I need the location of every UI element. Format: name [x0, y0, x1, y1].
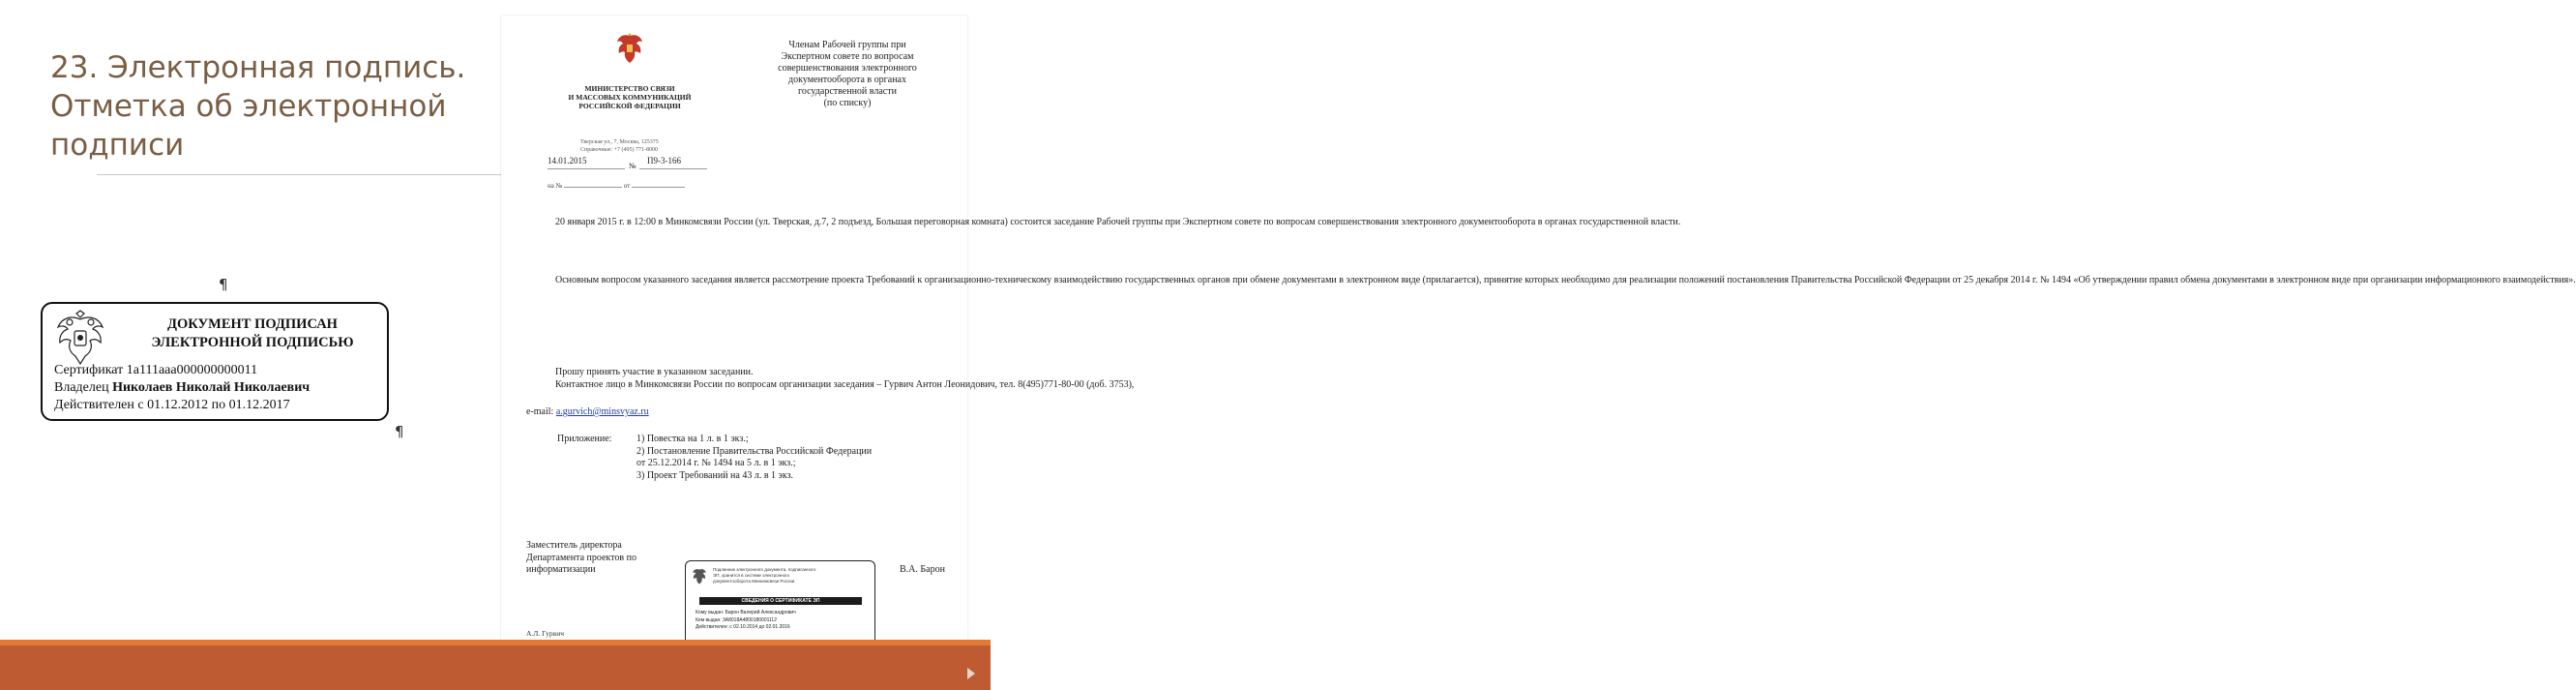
slide-title-line-3: подписи	[50, 128, 185, 163]
attachment-item-4: 3) Проект Требований на 43 л. в 1 экз.	[637, 469, 794, 481]
pilcrow-mark-bottom: ¶	[395, 423, 404, 440]
stamp-validity: Действителен с 01.12.2012 по 01.12.2017	[54, 398, 290, 412]
footer-accent-stripe	[0, 640, 991, 645]
address-line-1: Тверская ул., 7, Москва, 125375	[580, 139, 659, 145]
recipient-line-5: государственной власти	[798, 86, 897, 97]
esig-desc-line-3: документооборота Минкомсвязи России	[713, 579, 795, 584]
pilcrow-mark-top: ¶	[219, 276, 228, 293]
contact-email-row	[526, 406, 649, 417]
stamp-certificate	[54, 363, 257, 378]
slide-footer-bar	[0, 640, 991, 690]
esig-desc-line-2: ЭП, хранится в системе электронного	[713, 573, 790, 578]
slide-title-line-2: Отметка об электронной	[50, 89, 447, 124]
outgoing-number: П9-3-166	[647, 156, 681, 165]
esig-band: СВЕДЕНИЯ О СЕРТИФИКАТЕ ЭП	[699, 597, 862, 605]
reference-label: на №	[548, 182, 563, 190]
stamp-owner	[54, 380, 310, 396]
owner-label: Владелец	[54, 380, 109, 395]
ministry-line-1: МИНИСТЕРСТВО СВЯЗИ	[584, 84, 675, 93]
letter-date-row	[548, 156, 587, 165]
slide-title-line-1: 23. Электронная подпись.	[50, 50, 466, 85]
stamp-heading-line-2: ЭЛЕКТРОННОЙ ПОДПИСЬЮ	[151, 335, 354, 350]
number-sign: №	[629, 162, 637, 170]
letter-paragraph-3: Прошу принять участие в указанном заседании.	[555, 367, 754, 377]
signer-line-3: информатизации	[526, 564, 596, 575]
attachment-list	[637, 434, 872, 482]
reference-row	[548, 182, 685, 190]
next-slide-arrow-icon[interactable]	[967, 668, 975, 679]
attachment-label: Приложение:	[557, 434, 612, 444]
esig-description	[713, 567, 815, 585]
reference-from-label: от	[623, 182, 631, 190]
email-label: e-mail:	[526, 406, 554, 417]
ministry-line-2: И МАССОВЫХ КОММУНИКАЦИЙ	[568, 93, 692, 102]
esig-valid: Действителен: с 02.10.2014 до 02.01.2016	[696, 624, 790, 630]
signer-position	[526, 540, 662, 577]
coat-of-arms-icon	[615, 32, 644, 67]
recipient-line-6: (по списку)	[823, 98, 872, 108]
letter-paragraph-2: Основным вопросом указанного заседания является рассмотрение проекта Требований к организационно-техническому взаимодействию государственных органов при обмене документами в электронном виде (прилагается), принятие которых необходимо для реализации положений постановления Правительства Российской Федерации от 25 декабря 2014 г. № 1494 «Об утверждении правил обмена документами в электронном виде при организации информационного взаимодействия».	[555, 275, 2576, 285]
ministry-name	[548, 84, 712, 110]
letter-paragraph-4: Контактное лицо в Минкомсвязи России по вопросам организации заседания – Гурвич Антон Леонидович, тел. 8(495)771-80-00 (доб. 3753),	[555, 379, 1135, 390]
recipient-line-3: совершенствования электронного	[778, 63, 917, 74]
esig-desc-line-1: Подлинник электронного документа, подписанного	[713, 567, 816, 572]
address-line-2: Справочные: +7 (495) 771-8000	[580, 146, 658, 153]
ministry-address	[580, 139, 659, 154]
esig-serial: Кем выдан: 3A8018A4800180001112	[696, 616, 777, 623]
certificate-value: 1a111aaa000000000011	[126, 363, 258, 377]
letter-paragraph-1: 20 января 2015 г. в 12:00 в Минкомсвязи России (ул. Тверская, д.7, 2 подъезд, Большая переговорная комната) состоится заседание Рабочей группы при Экспертном совете по вопросам совершенствования электронного документооборота в органах государственной власти.	[555, 217, 1681, 227]
owner-value: Николаев Николай Николаевич	[112, 380, 311, 395]
ministry-line-3: РОССИЙСКОЙ ФЕДЕРАЦИИ	[578, 102, 681, 110]
title-divider	[97, 174, 503, 175]
stamp-heading	[122, 315, 383, 352]
attachment-item-1: 1) Повестка на 1 л. в 1 экз.;	[637, 434, 749, 444]
letter-date: 14.01.2015	[548, 156, 587, 165]
official-letter	[501, 15, 2576, 662]
recipient-line-4: документооборота в органах	[788, 75, 906, 85]
esignature-stamp	[41, 302, 389, 421]
date-underline	[548, 168, 625, 169]
executor-name: А.Л. Гурвич	[526, 629, 565, 638]
signer-name: В.А. Барон	[900, 564, 945, 575]
contact-email-link[interactable]: a.gurvich@minsvyaz.ru	[555, 406, 649, 417]
attachment-item-3: от 25.12.2014 г. № 1494 на 5 л. в 1 экз.;	[637, 458, 796, 468]
signer-line-1: Заместитель директора	[526, 540, 622, 551]
esignature-certificate-stamp	[685, 560, 875, 647]
recipient-line-1: Членам Рабочей группы при	[788, 40, 906, 50]
slide-title	[50, 48, 505, 165]
signer-line-2: Департамента проектов по	[526, 552, 637, 563]
attachment-item-2: 2) Постановление Правительства Российской Федерации	[637, 445, 873, 457]
stamp-heading-line-1: ДОКУМЕНТ ПОДПИСАН	[167, 316, 338, 332]
certificate-label: Сертификат	[54, 363, 124, 377]
recipient-block	[751, 40, 944, 109]
coat-of-arms-icon	[52, 310, 108, 368]
esig-issued-to: Кому выдан: Барон Валерий Александрович	[696, 610, 796, 615]
coat-of-arms-icon	[692, 567, 707, 586]
esig-details	[696, 610, 796, 632]
number-underline	[639, 168, 707, 169]
recipient-line-2: Экспертном совете по вопросам	[781, 51, 914, 62]
